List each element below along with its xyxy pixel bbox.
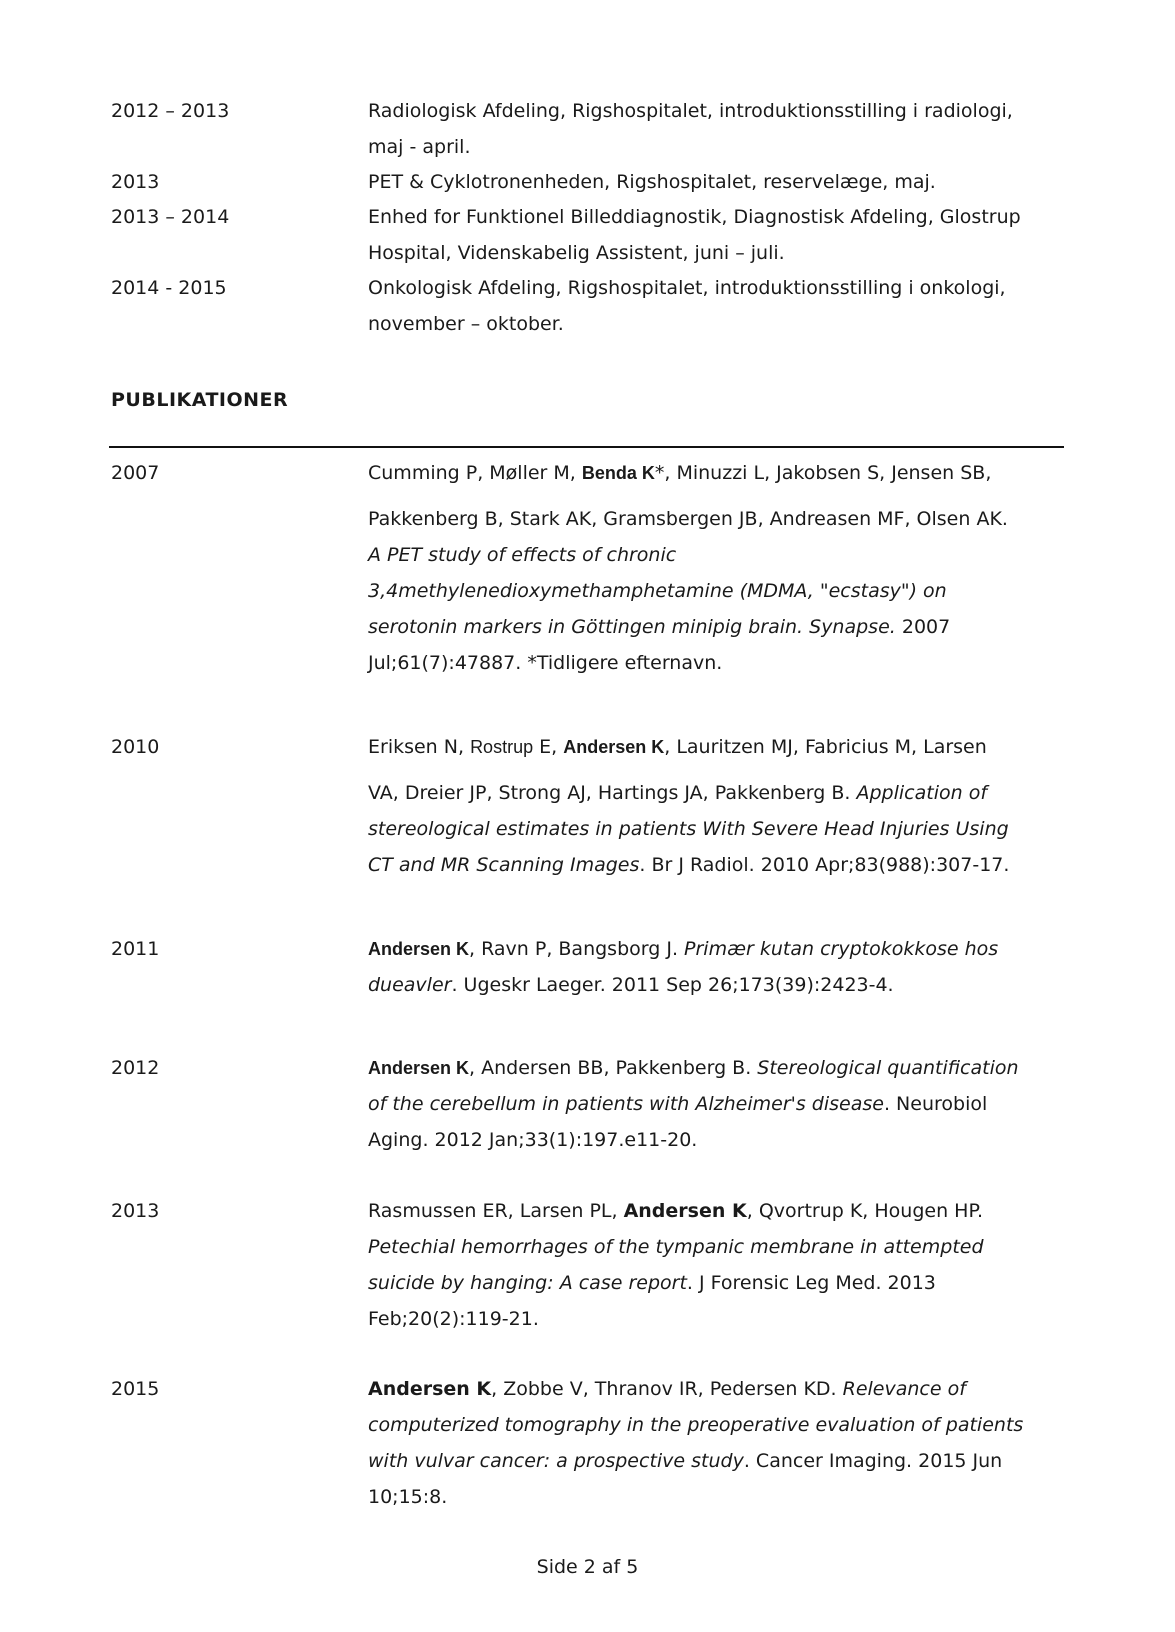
citation-line: Pakkenberg B, Stark AK, Gramsbergen JB, Andreasen MF, Olsen AK.: [368, 508, 1008, 530]
citation-text: . Neurobiol: [883, 1093, 988, 1115]
citation-line: Jul;61(7):47887. *Tidligere efternavn.: [368, 652, 723, 674]
page-number: Side 2 af 5: [536, 1556, 639, 1578]
citation-line: [368, 967, 1068, 1003]
entry-line: PET & Cyklotronenheden, Rigshospitalet, reservelæge, maj.: [368, 171, 936, 193]
citation-text: VA, Dreier JP, Strong AJ, Hartings JA, Pakkenberg B.: [368, 782, 857, 804]
citation-text: 2007: [895, 616, 951, 638]
entry-line: Radiologisk Afdeling, Rigshospitalet, introduktionsstilling i radiologi,: [368, 100, 1013, 122]
citation-text: . Cancer Imaging. 2015 Jun: [743, 1450, 1003, 1472]
citation-line: [368, 1050, 1068, 1086]
entry-description: [368, 93, 1068, 165]
publication-citation: [368, 1050, 1068, 1158]
citation-title: of the cerebellum in patients with Alzheimer's disease: [368, 1093, 884, 1115]
entry-description: [368, 164, 1068, 200]
publication-citation: [368, 455, 1068, 681]
citation-text: Rostrup: [470, 737, 534, 757]
citation-text: *, Minuzzi L, Jakobsen S, Jensen SB,: [654, 462, 992, 484]
citation-line: [368, 455, 1068, 491]
publication-year: 2015: [111, 1378, 160, 1400]
citation-line: [368, 775, 1068, 811]
citation-line: [368, 1443, 1068, 1479]
publication-year: 2007: [111, 462, 160, 484]
citation-text: Rasmussen ER, Larsen PL,: [368, 1200, 624, 1222]
citation-title: serotonin markers in Göttingen minipig brain. Synapse.: [368, 616, 896, 638]
citation-text: Cumming P, Møller M,: [368, 462, 582, 484]
citation-line: Aging. 2012 Jan;33(1):197.e11-20.: [368, 1129, 698, 1151]
entry-year: 2014 - 2015: [111, 277, 227, 299]
highlighted-author: Benda K: [581, 463, 655, 483]
citation-title: computerized tomography in the preoperative evaluation of patients: [368, 1414, 1024, 1436]
entry-year: 2012 – 2013: [111, 100, 230, 122]
citation-line: [368, 1371, 1068, 1407]
publication-citation: [368, 729, 1068, 883]
citation-line: Feb;20(2):119-21.: [368, 1308, 539, 1330]
citation-text: , Zobbe V, Thranov IR, Pedersen KD.: [491, 1378, 843, 1400]
citation-title: Primær kutan cryptokokkose hos: [684, 938, 999, 960]
citation-title: CT and MR Scanning Images: [368, 854, 640, 876]
entry-line: Hospital, Videnskabelig Assistent, juni – juli.: [368, 242, 785, 264]
citation-text: , Ravn P, Bangsborg J.: [469, 938, 685, 960]
section-heading-publications: PUBLIKATIONER: [111, 389, 289, 411]
highlighted-author: Andersen K: [368, 1378, 492, 1400]
highlighted-author: Andersen K: [563, 737, 665, 757]
citation-text: , Andersen BB, Pakkenberg B.: [469, 1057, 758, 1079]
citation-text: E,: [533, 736, 564, 758]
citation-title: with vulvar cancer: a prospective study: [368, 1450, 744, 1472]
publication-citation: [368, 1193, 1068, 1337]
citation-line: 10;15:8.: [368, 1486, 448, 1508]
publication-year: 2010: [111, 736, 160, 758]
entry-year: 2013: [111, 171, 160, 193]
citation-title: Stereological quantification: [757, 1057, 1019, 1079]
citation-text: Eriksen N,: [368, 736, 471, 758]
entry-line: november – oktober.: [368, 313, 564, 335]
citation-line: [368, 931, 1068, 967]
citation-text: , Qvortrup K, Hougen HP.: [746, 1200, 984, 1222]
entry-line: maj - april.: [368, 136, 471, 158]
publication-year: 2012: [111, 1057, 160, 1079]
citation-title: Petechial hemorrhages of the tympanic membrane in attempted: [368, 1236, 984, 1258]
citation-line: [368, 847, 1068, 883]
citation-line: [368, 1265, 1068, 1301]
citation-title: Relevance of: [842, 1378, 966, 1400]
citation-line: [368, 1086, 1068, 1122]
highlighted-author: Andersen K: [368, 939, 470, 959]
citation-title: suicide by hanging: A case report: [368, 1272, 687, 1294]
highlighted-author: Andersen K: [368, 1058, 470, 1078]
citation-title: dueavler: [368, 974, 452, 996]
citation-line: [368, 1193, 1068, 1229]
citation-title: Application of: [856, 782, 988, 804]
publication-citation: [368, 931, 1068, 1003]
citation-title: 3,4methylenedioxymethamphetamine (MDMA, "ecstasy") on: [368, 580, 947, 602]
entry-line: Enhed for Funktionel Billeddiagnostik, Diagnostisk Afdeling, Glostrup: [368, 206, 1021, 228]
publication-year: 2011: [111, 938, 160, 960]
entry-line: Onkologisk Afdeling, Rigshospitalet, introduktionsstilling i onkologi,: [368, 277, 1006, 299]
citation-title: A PET study of effects of chronic: [368, 544, 677, 566]
entry-description: [368, 199, 1068, 271]
publication-year: 2013: [111, 1200, 160, 1222]
highlighted-author: Andersen K: [623, 1200, 747, 1222]
citation-text: , Lauritzen MJ, Fabricius M, Larsen: [664, 736, 987, 758]
publication-citation: [368, 1371, 1068, 1515]
page-footer: [0, 1553, 1175, 1581]
citation-line: [368, 729, 1068, 765]
section-divider: [109, 446, 1064, 448]
entry-year: 2013 – 2014: [111, 206, 230, 228]
citation-text: . J Forensic Leg Med. 2013: [686, 1272, 936, 1294]
citation-line: [368, 609, 1068, 645]
entry-description: [368, 270, 1068, 342]
citation-title: stereological estimates in patients With Severe Head Injuries Using: [368, 818, 1009, 840]
citation-text: . Ugeskr Laeger. 2011 Sep 26;173(39):2423-4.: [451, 974, 894, 996]
citation-text: . Br J Radiol. 2010 Apr;83(988):307-17.: [639, 854, 1010, 876]
